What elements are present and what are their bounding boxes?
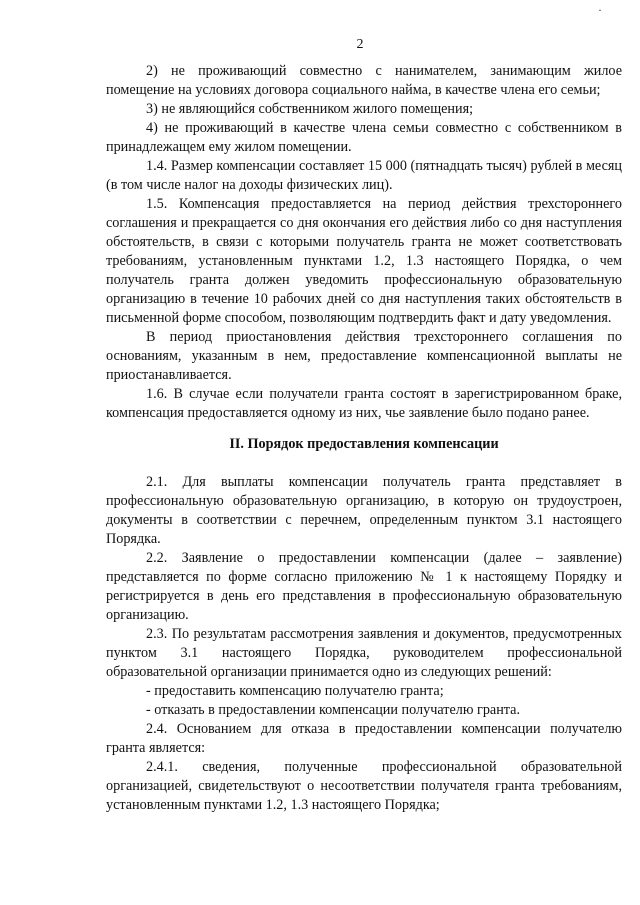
list-item-2: 2) не проживающий совместно с нанимателем, занимающим жилое помещение на условиях договора социального найма, в качестве члена его семьи;	[106, 63, 622, 98]
page-number: 2	[356, 37, 364, 52]
clause-1-6: 1.6. В случае если получатели гранта состоят в зарегистрированном браке, компенсация предоставляется одному из них, чье заявление было подано ранее.	[106, 386, 622, 421]
scan-mark: ·	[598, 3, 602, 17]
decision-option-refuse: - отказать в предоставлении компенсации получателю гранта.	[146, 702, 521, 718]
clause-2-4-1: 2.4.1. сведения, полученные профессиональной образовательной организацией, свидетельствуют о несоответствии получателя гранта требованиям, установленным пунктами 1.2, 1.3 настоящего Порядка;	[106, 759, 622, 813]
clause-2-3: 2.3. По результатам рассмотрения заявления и документов, предусмотренных пунктом 3.1 настоящего Порядка, руководителем профессиональной образовательной организации принимается одно из следующих решений:	[106, 626, 622, 680]
clause-1-5-suspension: В период приостановления действия трехстороннего соглашения по основаниям, указанным в нем, предоставление компенсационной выплаты не приостанавливается.	[106, 329, 622, 383]
clause-1-5: 1.5. Компенсация предоставляется на период действия трехстороннего соглашения и прекращается со дня окончания его действия либо со дня наступления обстоятельств, в связи с которыми получатель гранта не может соответствовать требованиям, установленным пунктами 1.2, 1.3 настоящего Порядка, о чем получатель гранта должен уведомить профессиональную образовательную организацию в течение 10 рабочих дней со дня наступления таких обстоятельств в письменной форме способом, позволяющим подтвердить факт и дату уведомления.	[106, 196, 622, 326]
section-heading: II. Порядок предоставления компенсации	[229, 436, 499, 452]
clause-2-4: 2.4. Основанием для отказа в предоставлении компенсации получателю гранта является:	[106, 721, 622, 756]
clause-2-1: 2.1. Для выплаты компенсации получатель гранта представляет в профессиональную образовательную организацию, в которую он трудоустроен, документы в соответствии с перечнем, определенным пунктом 3.1 настоящего Порядка.	[106, 474, 622, 547]
clause-2-2: 2.2. Заявление о предоставлении компенсации (далее – заявление) представляется по форме согласно приложению № 1 к настоящему Порядку и регистрируется в день его представления в профессиональную образовательную организацию.	[106, 550, 622, 623]
document-body	[106, 62, 622, 815]
clause-1-4: 1.4. Размер компенсации составляет 15 000 (пятнадцать тысяч) рублей в месяц (в том числе налог на доходы физических лиц).	[106, 158, 622, 193]
list-item-3: 3) не являющийся собственником жилого помещения;	[146, 101, 474, 117]
list-item-4: 4) не проживающий в качестве члена семьи совместно с собственником в принадлежащем ему жилом помещении.	[106, 120, 622, 155]
decision-option-grant: - предоставить компенсацию получателю гранта;	[146, 683, 444, 699]
